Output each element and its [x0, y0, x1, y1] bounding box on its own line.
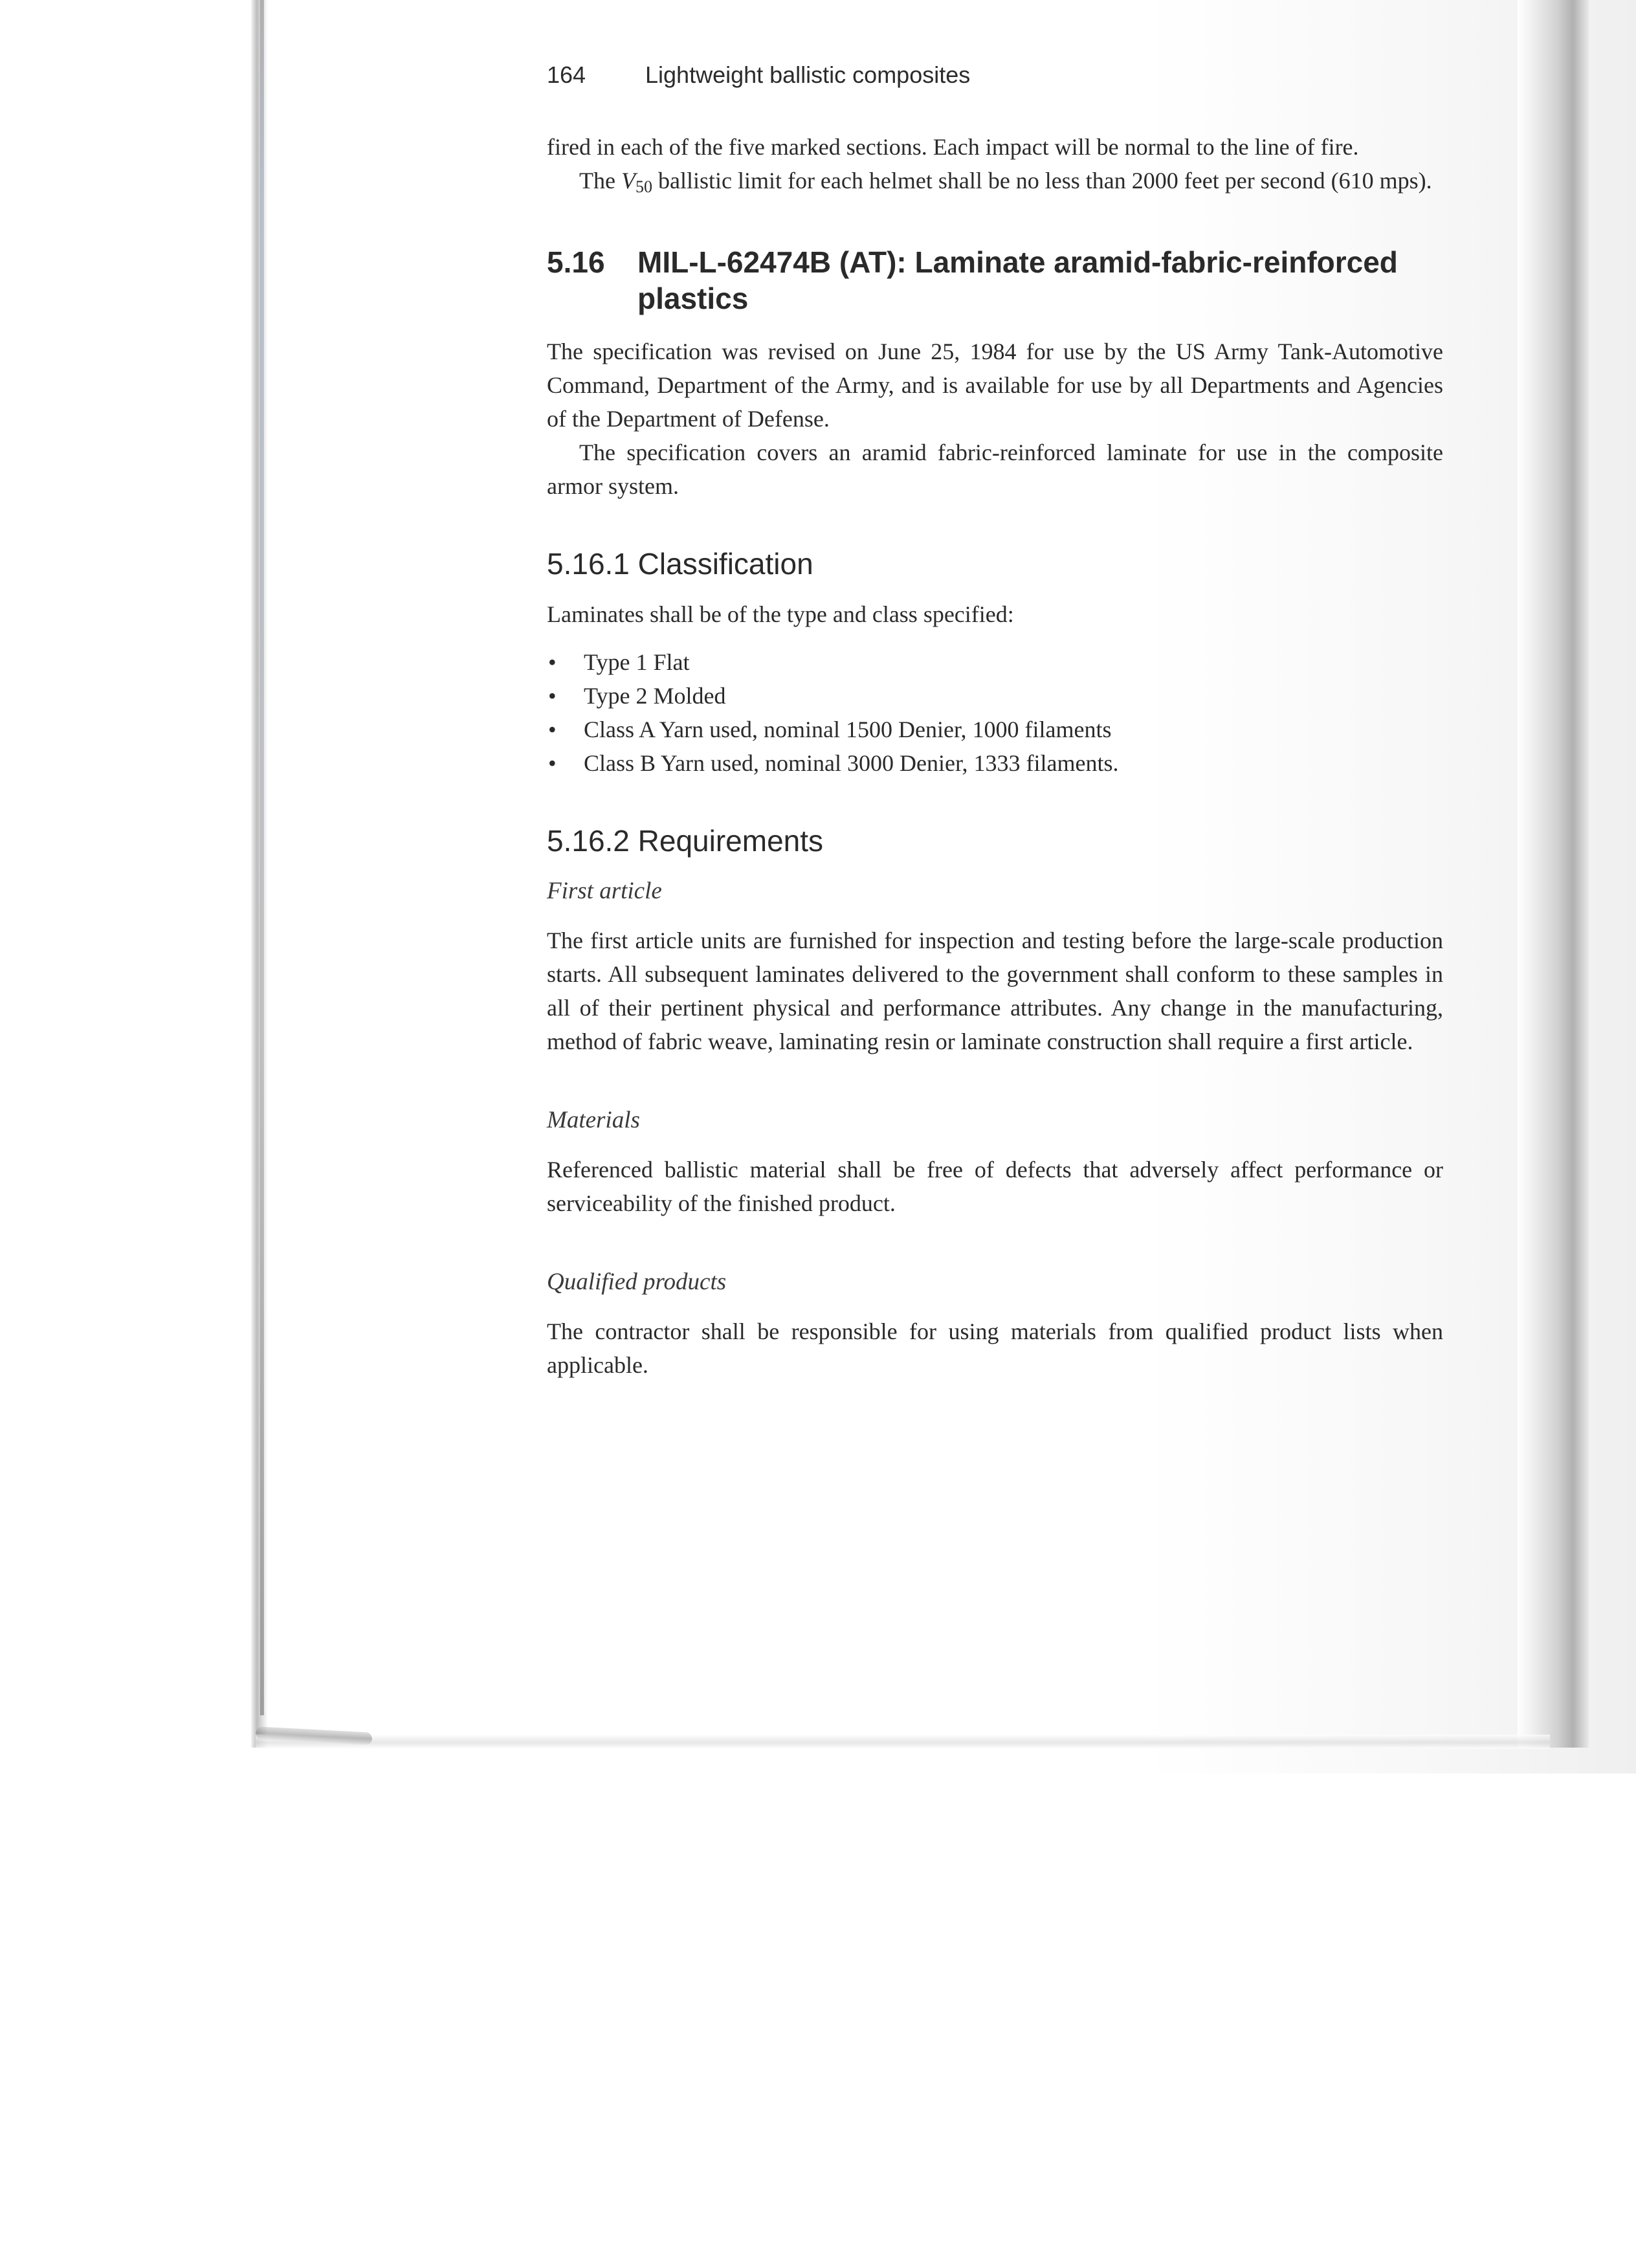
- list-item: [547, 645, 1443, 679]
- section-number: 5.16: [547, 245, 605, 279]
- bullet-icon: •: [548, 717, 557, 742]
- book-title: Lightweight ballistic composites: [645, 61, 971, 88]
- section-5-16-paragraph-1: The specification was revised on June 25, 1984 for use by the US Army Tank-Automotive Command, Department of the Army, and is available for use by all Departments and Agencies of the Department of Defense.: [547, 339, 1443, 432]
- v50-text: ballistic limit for each helmet shall be no less than 2000 feet per second (610 mps).: [652, 168, 1432, 194]
- list-item: [547, 679, 1443, 713]
- bullet-icon: •: [548, 683, 557, 709]
- first-article-paragraph: The first article units are furnished for inspection and testing before the large-scale production starts. All subsequent laminates delivered to the government shall conform to these samples in all of their pertinent physical and performance attributes. Any change in the manufacturing, method of fabric weave, laminating resin or laminate construction shall require a first article.: [547, 928, 1443, 1054]
- section-5-16-paragraph-2: The specification covers an aramid fabric-reinforced laminate for use in the composite armor system.: [547, 439, 1443, 499]
- v50-subscript: 50: [635, 177, 652, 196]
- book-page-content: [547, 61, 1443, 1382]
- qualified-products-heading: Qualified products: [547, 1269, 727, 1295]
- book-spine-edge-left: [260, 0, 264, 1715]
- list-item-text: Class B Yarn used, nominal 3000 Denier, 1333 filaments.: [584, 750, 1119, 776]
- section-heading-5-16: [547, 244, 1443, 317]
- list-item-text: Type 1 Flat: [584, 649, 690, 675]
- list-item: [547, 746, 1443, 780]
- bullet-icon: •: [548, 750, 557, 776]
- subsection-heading-requirements: 5.16.2 Requirements: [547, 824, 824, 858]
- intro-paragraph-fired: fired in each of the five marked sections. Each impact will be normal to the line of fire.: [547, 134, 1359, 160]
- list-item: [547, 713, 1443, 746]
- v50-symbol: V: [621, 168, 636, 194]
- materials-paragraph: Referenced ballistic material shall be free of defects that adversely affect performance or serviceability of the finished product.: [547, 1157, 1443, 1216]
- subsection-heading-classification: 5.16.1 Classification: [547, 547, 813, 581]
- running-header: [547, 61, 1443, 102]
- list-item-text: Type 2 Molded: [584, 683, 726, 709]
- bullet-icon: •: [548, 649, 557, 675]
- v50-prefix-text: The: [579, 168, 621, 194]
- page-number: 164: [547, 61, 586, 88]
- book-spine-shadow-left: [251, 0, 268, 1748]
- qualified-products-paragraph: The contractor shall be responsible for using materials from qualified product lists when applicable.: [547, 1318, 1443, 1378]
- classification-intro: Laminates shall be of the type and class specified:: [547, 601, 1014, 627]
- materials-heading: Materials: [547, 1107, 640, 1133]
- intro-paragraph-v50: [547, 164, 1443, 204]
- classification-list: [547, 645, 1443, 780]
- list-item-text: Class A Yarn used, nominal 1500 Denier, 1000 filaments: [584, 717, 1112, 742]
- first-article-heading: First article: [547, 878, 662, 904]
- section-title: MIL-L-62474B (AT): Laminate aramid-fabric-reinforced plastics: [637, 245, 1398, 315]
- page-bottom-edge: [256, 1735, 1550, 1749]
- page-curl-shadow-right: [1518, 0, 1589, 1748]
